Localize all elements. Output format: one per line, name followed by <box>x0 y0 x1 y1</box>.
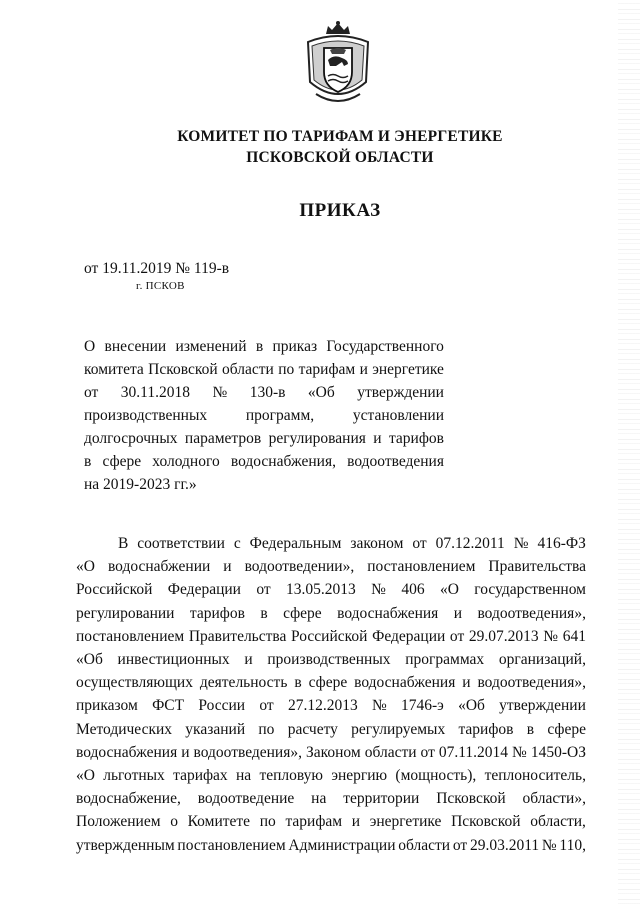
word: приказ <box>272 338 318 355</box>
scan-edge-noise <box>618 0 640 905</box>
body-line <box>76 602 586 625</box>
word: № <box>543 627 559 645</box>
word: водоснабжение, <box>76 790 181 808</box>
word: 110, <box>559 836 586 854</box>
word: на <box>311 790 327 808</box>
word: комитета <box>84 361 144 378</box>
word: Российской <box>76 581 153 599</box>
word: постановлением <box>76 627 185 645</box>
word: производственных <box>267 651 391 669</box>
subject-line <box>84 381 444 404</box>
word: водоснабжения <box>76 743 178 761</box>
word: 27.12.2013 <box>287 697 358 715</box>
subject-line <box>84 450 444 473</box>
word: по <box>259 813 276 831</box>
word: указаний <box>185 720 246 738</box>
word: № <box>212 384 228 401</box>
body-line <box>76 671 586 694</box>
word: изменений <box>175 338 247 355</box>
word: России <box>198 697 246 715</box>
word: № <box>541 836 557 854</box>
word: организаций, <box>498 651 586 669</box>
word: тарифах <box>173 767 228 785</box>
word: Государственного <box>326 338 444 355</box>
word: 406 <box>401 581 425 599</box>
word: области <box>364 743 417 761</box>
word: установлении <box>352 407 444 424</box>
word: Псковской <box>436 790 506 808</box>
word: расчету <box>287 720 338 738</box>
word: «О <box>439 581 459 599</box>
word: с <box>233 535 241 552</box>
word: в <box>260 604 268 622</box>
word: и <box>351 813 361 831</box>
word: деятельность <box>199 674 288 692</box>
body-line <box>76 834 586 857</box>
word: сфере <box>283 604 322 622</box>
word: водоотведении», <box>244 558 355 576</box>
word: в <box>255 338 264 355</box>
order-subject <box>84 335 444 496</box>
word: утверждении <box>357 384 444 401</box>
word: энергетике <box>369 813 442 831</box>
word: Правительства <box>488 558 586 576</box>
word: области», <box>522 790 586 808</box>
word: водоотведение <box>197 790 295 808</box>
word: 641 <box>562 627 586 645</box>
word: «О <box>76 558 95 576</box>
word: регулирования <box>268 430 366 447</box>
word: «Об <box>307 384 335 401</box>
word: «Об <box>458 697 485 715</box>
word: по <box>258 720 275 738</box>
word: водоснабжения, <box>230 453 336 470</box>
word: постановлением <box>177 836 286 854</box>
body-line <box>76 532 586 555</box>
body-line <box>76 741 586 764</box>
word: государственном <box>474 581 586 599</box>
word: области, <box>530 813 586 831</box>
word: энергетике <box>372 361 444 378</box>
word: «Об <box>76 651 103 669</box>
subject-line <box>84 335 444 358</box>
word: № <box>512 743 527 761</box>
word: внесении <box>104 338 167 355</box>
word: в <box>294 674 302 692</box>
word: Методических <box>76 720 173 738</box>
word: от <box>412 535 427 552</box>
word: долгосрочных <box>84 430 178 447</box>
word: в <box>526 720 535 738</box>
document-type: ПРИКАЗ <box>299 200 381 221</box>
word: и <box>359 361 368 378</box>
word: соответствии <box>137 535 225 552</box>
subject-line: на 2019-2023 гг.» <box>84 476 197 493</box>
word: и <box>453 604 463 622</box>
word: Псковской <box>451 813 521 831</box>
word: водоснабжения <box>337 604 439 622</box>
word: в <box>84 453 92 470</box>
word: приказом <box>76 697 138 715</box>
word: ФСТ <box>152 697 185 715</box>
word: тарифам <box>285 813 343 831</box>
word: законом <box>350 535 404 552</box>
body-line <box>76 787 586 810</box>
body-line <box>76 578 586 601</box>
order-city: г. ПСКОВ <box>136 280 185 292</box>
word: энергию <box>331 767 388 785</box>
word: теплоноситель, <box>484 767 586 785</box>
word: сфере <box>308 674 348 692</box>
word: от <box>256 581 271 599</box>
word: холодного <box>152 453 220 470</box>
word: 13.05.2013 <box>286 581 356 599</box>
word: утверждении <box>499 697 586 715</box>
word: водоснабжении <box>107 558 211 576</box>
coat-of-arms-icon <box>298 20 378 108</box>
word: и <box>181 743 190 761</box>
word: «О <box>76 767 95 785</box>
word: водоотведения», <box>477 674 586 692</box>
word: 29.07.2013 <box>468 627 539 645</box>
word: по <box>278 361 295 378</box>
organization-name <box>150 126 530 168</box>
word: 130-в <box>249 384 286 401</box>
word: Федерации <box>372 627 446 645</box>
word: области <box>222 361 274 378</box>
body-line <box>76 694 586 717</box>
body-line <box>76 810 586 833</box>
word: от <box>452 836 468 854</box>
word: водоотведения», <box>193 743 302 761</box>
subject-line <box>84 404 444 427</box>
word: 30.11.2018 <box>120 384 190 401</box>
word: 1450-ОЗ <box>530 743 586 761</box>
word: регулировании <box>76 604 175 622</box>
word: Федеральным <box>249 535 342 552</box>
word: водоснабжения <box>354 674 456 692</box>
order-date-number: от 19.11.2019 № 119-в <box>84 260 230 277</box>
word: программ, <box>245 407 315 424</box>
word: территории <box>343 790 420 808</box>
word: водоотведения», <box>477 604 586 622</box>
word: О <box>84 338 96 355</box>
word: № <box>513 535 529 552</box>
word: регулируемых <box>351 720 446 738</box>
word: программах <box>405 651 485 669</box>
word: 1746-э <box>400 697 444 715</box>
body-line <box>76 764 586 787</box>
body-line <box>76 648 586 671</box>
word: о <box>170 813 178 831</box>
word: утвержденным <box>76 836 175 854</box>
word: № <box>371 697 387 715</box>
word: и <box>223 558 232 576</box>
word: сфере <box>102 453 142 470</box>
word: сфере <box>547 720 586 738</box>
word: и <box>373 430 382 447</box>
order-preamble <box>76 532 586 857</box>
word: (мощность), <box>395 767 477 785</box>
word: осуществляющих <box>76 674 193 692</box>
word: тарифов <box>189 604 245 622</box>
word: тарифов <box>388 430 444 447</box>
word: тарифам <box>298 361 356 378</box>
org-line-1: КОМИТЕТ ПО ТАРИФАМ И ЭНЕРГЕТИКЕ <box>177 128 503 145</box>
word: параметров <box>184 430 262 447</box>
word: от <box>84 384 99 401</box>
word: тарифов <box>458 720 514 738</box>
word: от <box>449 627 465 645</box>
word: льготных <box>103 767 165 785</box>
body-line <box>76 625 586 648</box>
word: и <box>244 651 253 669</box>
body-line <box>76 718 586 741</box>
word: и <box>462 674 471 692</box>
word: 07.12.2011 <box>435 535 505 552</box>
org-line-2: ПСКОВСКОЙ ОБЛАСТИ <box>246 149 434 166</box>
word: Законом <box>306 743 361 761</box>
word: № <box>371 581 386 599</box>
subject-line <box>84 427 444 450</box>
word: тепловую <box>259 767 324 785</box>
word: от <box>259 697 274 715</box>
subject-line <box>84 358 444 381</box>
word: Правительства <box>188 627 287 645</box>
word: В <box>118 535 129 552</box>
word: инвестиционных <box>117 651 230 669</box>
word: водоотведения <box>347 453 444 470</box>
word: Администрации <box>288 836 396 854</box>
word: 07.11.2014 <box>438 743 509 761</box>
word: Федерации <box>167 581 241 599</box>
word: Положением <box>76 813 161 831</box>
word: постановлением <box>367 558 476 576</box>
word: производственных <box>84 407 208 424</box>
word: 29.03.2011 <box>469 836 540 854</box>
word: Российской <box>291 627 368 645</box>
word: 416-ФЗ <box>537 535 586 552</box>
word: области <box>398 836 451 854</box>
word: на <box>235 767 252 785</box>
body-line <box>76 555 586 578</box>
word: от <box>420 743 435 761</box>
word: Псковской <box>148 361 218 378</box>
word: Комитете <box>187 813 251 831</box>
